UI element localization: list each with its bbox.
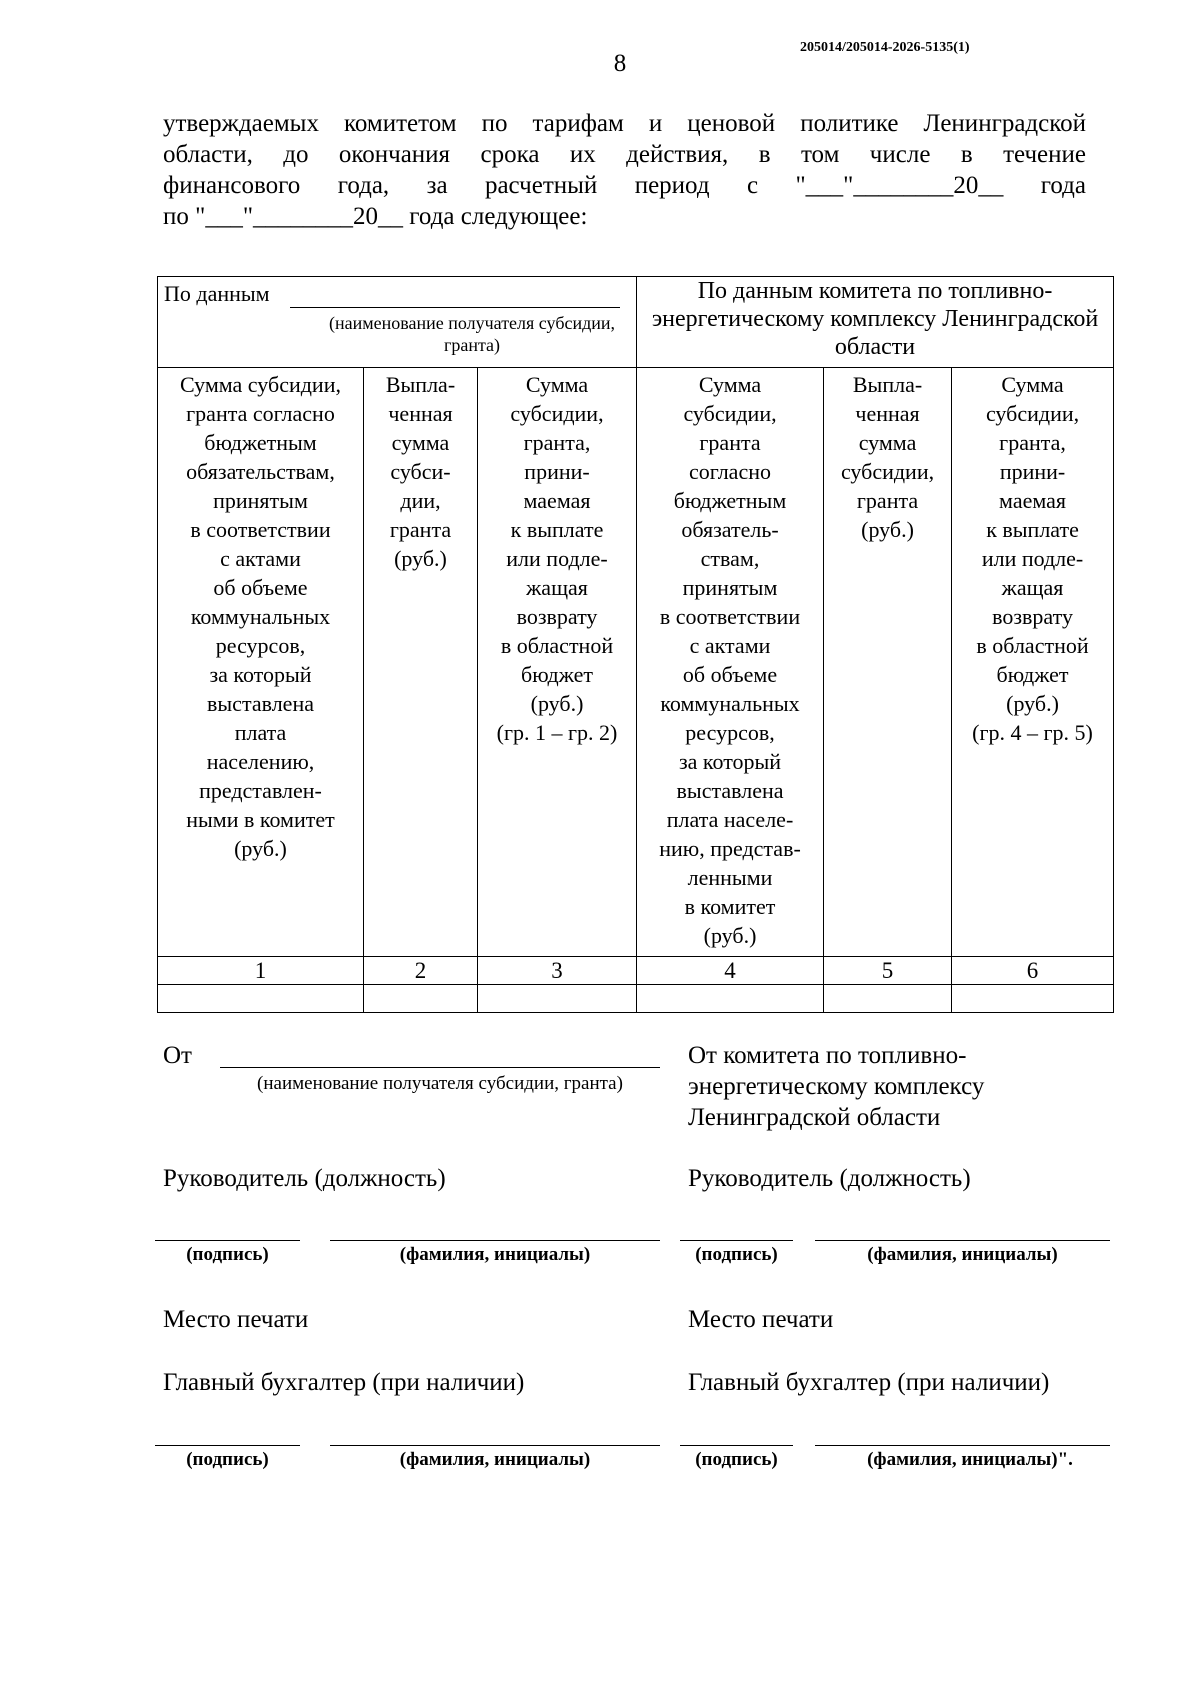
signature-line [680, 1445, 793, 1446]
column-number: 6 [952, 957, 1114, 985]
column-header: Сумма субсидии, гранта согласно бюджетным обязательствам, принятым в соответствии с актами об объеме коммунальных ресурсов, за который выставлена плата населению, представлен- ными в комитет (руб.) [158, 368, 364, 957]
table-cell [824, 985, 952, 1013]
intro-line: по "___"________20__ года следующее: [163, 203, 588, 230]
intro-line: утверждаемых комитетом по тарифам и ценовой политике Ленинградской [163, 110, 1086, 137]
recipient-name-line [290, 287, 620, 308]
committee-header-cell: По данным комитета по топливно-энергетическому комплексу Ленинградской области [637, 277, 1114, 368]
column-header: Сумма субсидии, гранта, прини- маемая к выплате или подле- жащая возврату в областной бюджет (руб.) (гр. 4 – гр. 5) [952, 368, 1114, 957]
name-caption: (фамилия, инициалы) [399, 1244, 591, 1265]
column-header: Сумма субсидии, гранта, прини- маемая к выплате или подле- жащая возврату в областной бюджет (руб.) (гр. 1 – гр. 2) [478, 368, 637, 957]
intro-line: финансового года, за расчетный период с "___"________20__ года [163, 172, 1086, 199]
empty-data-row [158, 985, 1114, 1013]
column-number: 5 [824, 957, 952, 985]
signature-caption: (подпись) [695, 1449, 778, 1470]
table-cell [478, 985, 637, 1013]
table-cell [637, 985, 824, 1013]
column-number: 2 [364, 957, 478, 985]
committee-signature-block: От комитета по топливно-энергетическому комплексу Ленинградской области [688, 1042, 985, 1131]
column-header: Сумма субсидии, гранта согласно бюджетным обязатель- ствам, принятым в соответствии с актами об объеме коммунальных ресурсов, за который выставлена плата населе- нию, представ- ленными в комитет (руб.) [637, 368, 824, 957]
column-number-row [158, 957, 1114, 985]
page-number: 8 [613, 50, 627, 77]
document-id: 205014/205014-2026-5135(1) [800, 40, 970, 55]
table-cell [158, 985, 364, 1013]
from-name-line [220, 1067, 660, 1068]
name-caption: (фамилия, инициалы) [399, 1449, 591, 1470]
table-cell [952, 985, 1114, 1013]
column-number: 4 [637, 957, 824, 985]
intro-line: области, до окончания срока их действия, в том числе в течение [163, 141, 1086, 168]
column-number: 3 [478, 957, 637, 985]
column-number: 1 [158, 957, 364, 985]
head-left-title: Руководитель (должность) [163, 1165, 446, 1192]
head-right-title: Руководитель (должность) [688, 1165, 971, 1192]
name-line [330, 1240, 660, 1241]
name-caption: (фамилия, инициалы) [867, 1244, 1058, 1265]
from-label: От [163, 1042, 192, 1069]
name-line [330, 1445, 660, 1446]
table-cell [364, 985, 478, 1013]
recipient-name-caption: (наименование получателя субсидии, гранта) [328, 313, 616, 355]
accountant-left-title: Главный бухгалтер (при наличии) [163, 1369, 525, 1396]
intro-paragraph [163, 108, 1086, 232]
name-line [815, 1445, 1110, 1446]
subsidy-table [157, 276, 1114, 1013]
table-description-row [158, 368, 1114, 957]
table-header-row [158, 277, 1114, 368]
name-line [815, 1240, 1110, 1241]
stamp-place-right: Место печати [688, 1306, 834, 1333]
signature-caption: (подпись) [186, 1449, 269, 1470]
recipient-header-label: По данным [164, 281, 270, 306]
name-caption: (фамилия, инициалы)". [867, 1449, 1073, 1470]
accountant-right-title: Главный бухгалтер (при наличии) [688, 1369, 1050, 1396]
recipient-header-cell [158, 277, 637, 368]
signature-caption: (подпись) [186, 1244, 269, 1265]
stamp-place-left: Место печати [163, 1306, 309, 1333]
signature-line [155, 1240, 300, 1241]
signature-caption: (подпись) [695, 1244, 778, 1265]
signature-line [680, 1240, 793, 1241]
from-name-caption: (наименование получателя субсидии, гранта) [257, 1073, 623, 1094]
column-header: Выпла- ченная сумма субси- дии, гранта (руб.) [364, 368, 478, 957]
column-header: Выпла- ченная сумма субсидии, гранта (руб.) [824, 368, 952, 957]
signature-line [155, 1445, 300, 1446]
